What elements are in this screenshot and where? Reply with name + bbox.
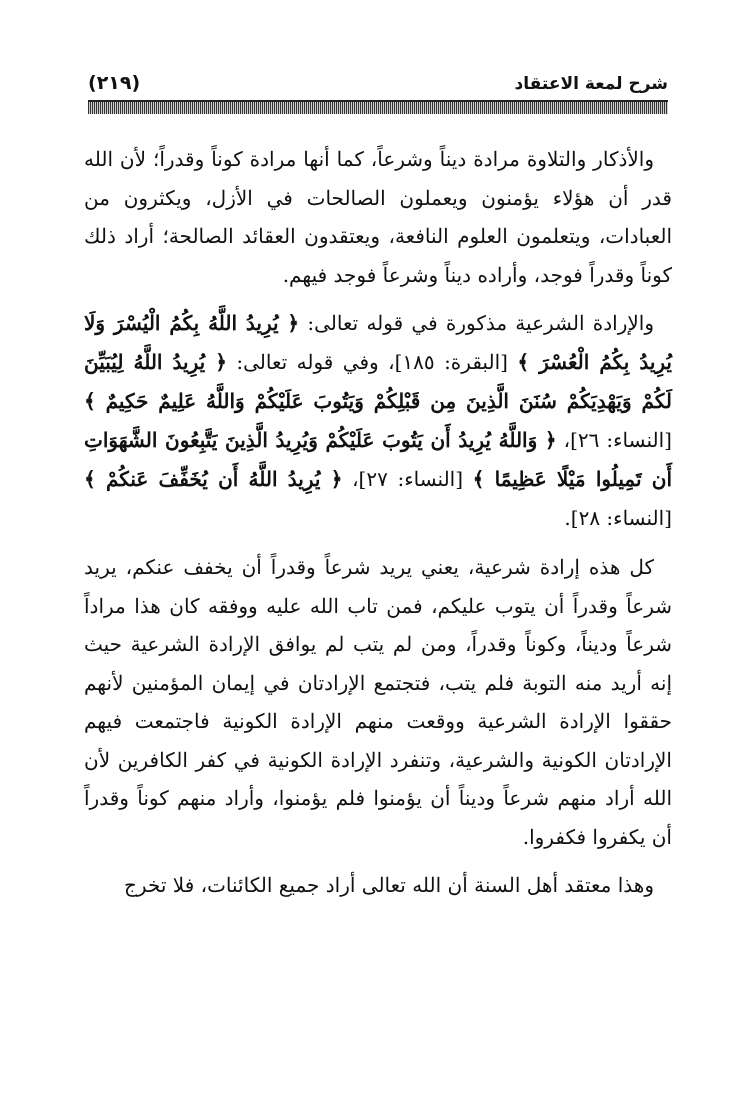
- quran-verse-4: ﴿ يُرِيدُ اللَّهُ أَن يُخَفِّفَ عَنكُمْ ﴾: [84, 467, 343, 491]
- quran-verse-3: ﴿ وَاللَّهُ يُرِيدُ أَن يَتُوبَ عَلَيْكُمْ وَيُرِيدُ الَّذِينَ يَتَّبِعُونَ الشَّهَوَاتِ أَن تَمِيلُوا مَيْلًا عَظِيمًا ﴾: [84, 428, 672, 491]
- paragraph-3: كل هذه إرادة شرعية، يعني يريد شرعاً وقدراً أن يخفف عنكم، يريد شرعاً وقدراً أن يتوب عليكم، فمن تاب الله عليه ووفقه كان هذا مراداً شرعاً وديناً، وكوناً وقدراً، ومن لم يتب لم يوافق الإرادة الشرعية حيث إنه أريد منه التوبة فلم يتب، فتجتمع الإرادتان في إيمان المؤمنين لأنهم حققوا الإرادة الشرعية ووقعت منهم الإرادة الكونية فاجتمعت فيهم الإرادتان الكونية والشرعية، وتنفرد الإرادة الكونية في كفر الكافرين لأن الله أراد منهم شرعاً وديناً أن يؤمنوا فلم يؤمنوا، وأراد منهم كوناً وقدراً أن يكفروا فكفروا.: [84, 555, 672, 849]
- quran-verse-2: ﴿ يُرِيدُ اللَّهُ لِيُبَيِّنَ لَكُمْ وَيَهْدِيَكُمْ سُنَنَ الَّذِينَ مِن قَبْلِكُمْ وَيَتُوبَ عَلَيْكُمْ وَاللَّهُ عَلِيمٌ حَكِيمٌ ﴾: [84, 350, 672, 413]
- quran-verse-1: ﴿ يُرِيدُ اللَّهُ بِكُمُ الْيُسْرَ وَلَا يُرِيدُ بِكُمُ الْعُسْرَ ﴾: [84, 311, 672, 374]
- paragraph-4: وهذا معتقد أهل السنة أن الله تعالى أراد جميع الكائنات، فلا تخرج: [124, 873, 654, 897]
- page-header: [88, 68, 668, 98]
- header-rule-band: [88, 102, 668, 114]
- body-text: [84, 140, 672, 905]
- verse-reference-1: [البقرة: ١٨٥]، وفي قوله تعالى:: [226, 350, 518, 374]
- paragraph-2-intro: والإرادة الشرعية مذكورة في قوله تعالى:: [299, 311, 654, 335]
- page-number: (٢١٩): [88, 72, 141, 94]
- verse-reference-4: [النساء: ٢٨].: [564, 506, 672, 530]
- verse-reference-2: [النساء: ٢٦]،: [556, 428, 672, 452]
- paragraph-2: [84, 304, 672, 538]
- running-title: شرح لمعة الاعتقاد: [514, 74, 668, 94]
- paragraph-1: والأذكار والتلاوة مرادة ديناً وشرعاً، كما أنها مرادة كوناً وقدراً؛ لأن الله قدر أن هؤلاء يؤمنون ويعملون الصالحات في الأزل، ويكثرون من العبادات، ويتعلمون العلوم النافعة، ويعتقدون العقائد الصالحة؛ أراد ذلك كوناً وقدراً فوجد، وأراده ديناً وشرعاً فوجد فيهم.: [84, 147, 672, 287]
- verse-reference-3: [النساء: ٢٧]،: [342, 467, 473, 491]
